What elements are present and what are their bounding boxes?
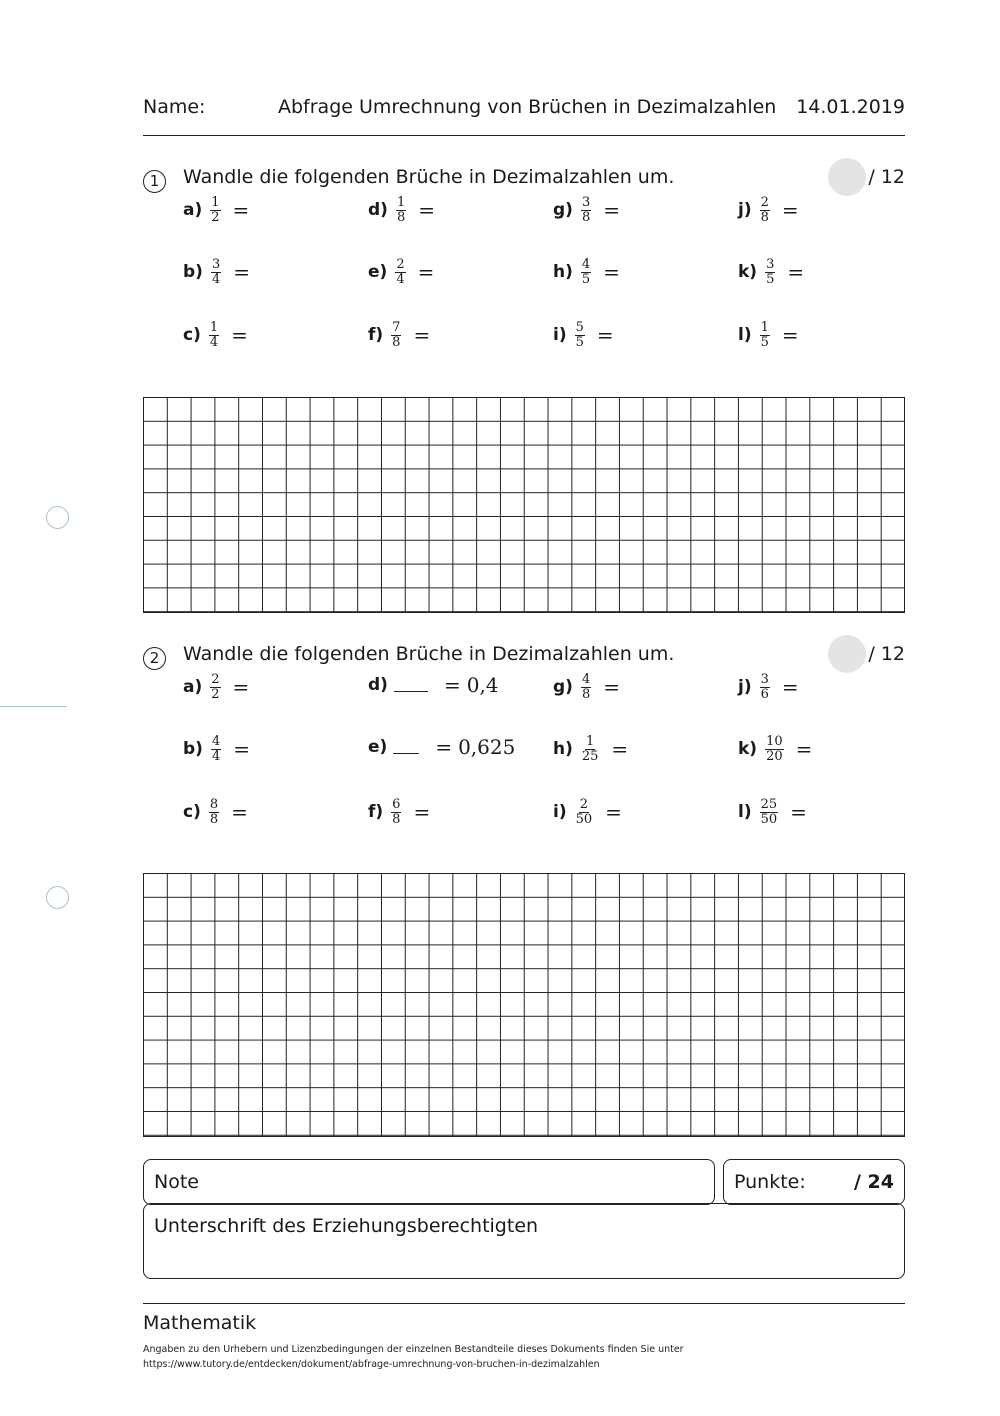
- fraction-denominator: 5: [575, 334, 584, 350]
- equals-sign: =: [413, 800, 431, 825]
- problem-i: [553, 321, 614, 349]
- fraction-numerator: 1: [586, 734, 595, 749]
- fraction-denominator: 8: [209, 811, 219, 827]
- problem-b: [183, 258, 250, 286]
- task-score: / 12: [868, 166, 905, 188]
- decimal-value: 0,4: [466, 673, 499, 697]
- problem-label: b): [183, 262, 203, 283]
- equals-sign: =: [781, 675, 799, 700]
- task-1: [143, 166, 905, 350]
- task-score: / 12: [868, 643, 905, 665]
- equals-sign: =: [596, 323, 614, 348]
- problem-label: j): [738, 677, 752, 698]
- fraction-denominator: 8: [396, 209, 406, 225]
- fraction-numerator: 2: [579, 797, 589, 812]
- problem-label: a): [183, 200, 203, 221]
- equals-sign: =: [413, 323, 431, 348]
- problem-label: j): [738, 200, 752, 221]
- fraction-numerator: 1: [396, 195, 406, 210]
- equals-sign: =: [787, 260, 805, 285]
- fraction: [210, 196, 220, 224]
- score-circle: [828, 635, 866, 673]
- punch-hole-mark-top: [46, 506, 69, 529]
- problem-label: g): [553, 677, 573, 698]
- fraction: [211, 258, 221, 286]
- worksheet-header: [143, 96, 905, 136]
- fraction-denominator: 8: [392, 811, 401, 827]
- fraction-blank[interactable]: [393, 740, 419, 754]
- fraction-numerator: 2: [396, 257, 405, 272]
- equals-sign: =: [231, 800, 248, 825]
- equals-sign: =: [603, 260, 620, 285]
- problem-label: c): [183, 325, 201, 346]
- fraction-numerator: 1: [209, 320, 219, 335]
- fraction: [760, 673, 770, 701]
- problem-label: c): [183, 802, 201, 823]
- equals-sign: =: [781, 323, 799, 348]
- fraction-numerator: 25: [760, 797, 778, 812]
- fraction-numerator: 8: [209, 797, 219, 812]
- problem-label: d): [368, 675, 388, 695]
- task-2: [143, 643, 905, 827]
- signature-box[interactable]: [143, 1203, 905, 1279]
- fraction: [581, 735, 600, 763]
- problem-h: [553, 735, 628, 763]
- problem-g: [553, 673, 620, 701]
- fraction-blank[interactable]: [394, 678, 428, 692]
- grade-label: Note: [154, 1171, 199, 1193]
- task-number-badge: 1: [143, 170, 166, 193]
- fraction-denominator: 2: [211, 686, 220, 702]
- problem-label: l): [738, 802, 752, 823]
- problem-label: g): [553, 200, 573, 221]
- worksheet-title: Abfrage Umrechnung von Brüchen in Dezimalzahlen: [278, 96, 777, 118]
- fraction: [765, 258, 775, 286]
- fraction-denominator: 8: [581, 209, 591, 225]
- problem-j: [738, 673, 799, 701]
- fraction-denominator: 5: [766, 271, 775, 287]
- problem-h: [553, 258, 620, 286]
- fraction-denominator: 4: [211, 271, 221, 287]
- fraction: [581, 196, 591, 224]
- equals-sign: =: [605, 800, 622, 825]
- task-instruction: Wandle die folgenden Brüche in Dezimalzahlen um.: [183, 166, 675, 188]
- equals-sign: =: [443, 673, 461, 697]
- footer-license-text: Angaben zu den Urhebern und Lizenzbedingungen der einzelnen Bestandteile dieses Dokuments finden Sie unter: [143, 1344, 684, 1355]
- task-number-badge: 2: [143, 647, 166, 670]
- fraction: [575, 798, 594, 826]
- equals-sign: =: [603, 675, 620, 700]
- equals-sign: =: [417, 260, 435, 285]
- answer-grid-2[interactable]: [143, 873, 905, 1137]
- fraction: [575, 321, 585, 349]
- fraction-numerator: 4: [581, 672, 591, 687]
- problem-label: k): [738, 262, 758, 283]
- problem-f: [368, 321, 430, 349]
- fraction: [760, 798, 779, 826]
- problem-label: l): [738, 325, 752, 346]
- name-label: Name:: [143, 96, 206, 118]
- punch-hole-mark-bottom: [46, 886, 69, 909]
- fraction: [581, 258, 591, 286]
- equals-sign: =: [231, 323, 248, 348]
- problem-l: [738, 321, 799, 349]
- problem-l: [738, 798, 807, 826]
- equals-sign: =: [232, 198, 250, 223]
- problem-i: [553, 798, 622, 826]
- problem-d: [368, 673, 499, 697]
- fraction-denominator: 4: [209, 334, 219, 350]
- score-circle: [828, 158, 866, 196]
- fraction-denominator: 5: [760, 334, 769, 350]
- fraction-denominator: 6: [760, 686, 769, 702]
- fraction-denominator: 8: [392, 334, 401, 350]
- fraction-denominator: 2: [211, 209, 220, 225]
- equals-sign: =: [611, 737, 629, 762]
- points-label: Punkte:: [734, 1171, 806, 1193]
- fraction-numerator: 1: [211, 195, 220, 210]
- problem-d: [368, 196, 435, 224]
- fraction: [391, 798, 401, 826]
- fraction: [760, 321, 770, 349]
- problem-f: [368, 798, 430, 826]
- answer-grid-1[interactable]: [143, 397, 905, 613]
- fraction: [209, 321, 219, 349]
- problem-label: e): [368, 737, 388, 757]
- fraction-numerator: 2: [760, 195, 769, 210]
- fraction: [395, 258, 405, 286]
- fraction: [210, 673, 220, 701]
- fraction: [209, 798, 219, 826]
- problem-a: [183, 196, 249, 224]
- fraction-denominator: 5: [581, 271, 591, 287]
- signature-label: Unterschrift des Erziehungsberechtigten: [154, 1215, 539, 1237]
- equals-sign: =: [790, 800, 807, 825]
- fraction-numerator: 3: [581, 195, 591, 210]
- fraction: [581, 673, 591, 701]
- equals-sign: =: [603, 198, 620, 223]
- fraction-numerator: 7: [392, 320, 401, 335]
- problem-c: [183, 798, 248, 826]
- fraction: [765, 735, 784, 763]
- fraction-numerator: 4: [581, 257, 591, 272]
- problem-k: [738, 735, 812, 763]
- fraction: [760, 196, 770, 224]
- footer-url: https://www.tutory.de/entdecken/dokument/abfrage-umrechnung-von-bruchen-in-dezimalzahlen: [143, 1359, 600, 1370]
- problem-g: [553, 196, 620, 224]
- fraction-denominator: 20: [766, 748, 783, 764]
- fold-mark: [0, 706, 67, 707]
- problem-label: f): [368, 325, 384, 346]
- fraction: [396, 196, 406, 224]
- problem-e: [368, 258, 434, 286]
- fraction-numerator: 2: [211, 672, 220, 687]
- fraction-denominator: 50: [760, 811, 778, 827]
- footer-subject: Mathematik: [143, 1312, 257, 1334]
- fraction-numerator: 4: [211, 734, 221, 749]
- equals-sign: =: [781, 198, 799, 223]
- equals-sign: =: [233, 260, 250, 285]
- fraction-denominator: 4: [396, 271, 405, 287]
- equals-sign: =: [418, 198, 435, 223]
- footer-divider: [143, 1303, 905, 1304]
- problem-label: h): [553, 262, 573, 283]
- fraction: [391, 321, 401, 349]
- problem-label: h): [553, 739, 573, 760]
- decimal-value: 0,625: [458, 735, 516, 759]
- worksheet-date: 14.01.2019: [796, 96, 905, 118]
- problem-e: [368, 735, 515, 759]
- problem-label: a): [183, 677, 203, 698]
- problem-label: k): [738, 739, 758, 760]
- fraction-numerator: 3: [211, 257, 221, 272]
- grade-box[interactable]: [143, 1159, 715, 1205]
- equals-sign: =: [233, 737, 250, 762]
- fraction-numerator: 1: [760, 320, 769, 335]
- fraction-denominator: 50: [575, 811, 593, 827]
- problem-j: [738, 196, 799, 224]
- problem-label: d): [368, 200, 388, 221]
- problem-label: b): [183, 739, 203, 760]
- problem-label: e): [368, 262, 388, 283]
- problem-label: f): [368, 802, 384, 823]
- fraction-numerator: 6: [392, 797, 401, 812]
- problem-k: [738, 258, 804, 286]
- problem-label: i): [553, 802, 567, 823]
- fraction-numerator: 3: [760, 672, 769, 687]
- fraction: [211, 735, 221, 763]
- equals-sign: =: [795, 737, 813, 762]
- problem-label: i): [553, 325, 567, 346]
- fraction-numerator: 5: [575, 320, 584, 335]
- fraction-denominator: 4: [211, 748, 221, 764]
- points-box[interactable]: [723, 1159, 905, 1205]
- fraction-numerator: 3: [766, 257, 775, 272]
- task-instruction: Wandle die folgenden Brüche in Dezimalzahlen um.: [183, 643, 675, 665]
- fraction-denominator: 8: [760, 209, 769, 225]
- fraction-denominator: 8: [581, 686, 591, 702]
- equals-sign: =: [232, 675, 250, 700]
- points-total: / 24: [854, 1171, 894, 1193]
- problem-c: [183, 321, 248, 349]
- fraction-numerator: 10: [766, 734, 783, 749]
- fraction-denominator: 25: [581, 748, 599, 764]
- problem-a: [183, 673, 249, 701]
- problem-b: [183, 735, 250, 763]
- equals-sign: =: [435, 735, 453, 759]
